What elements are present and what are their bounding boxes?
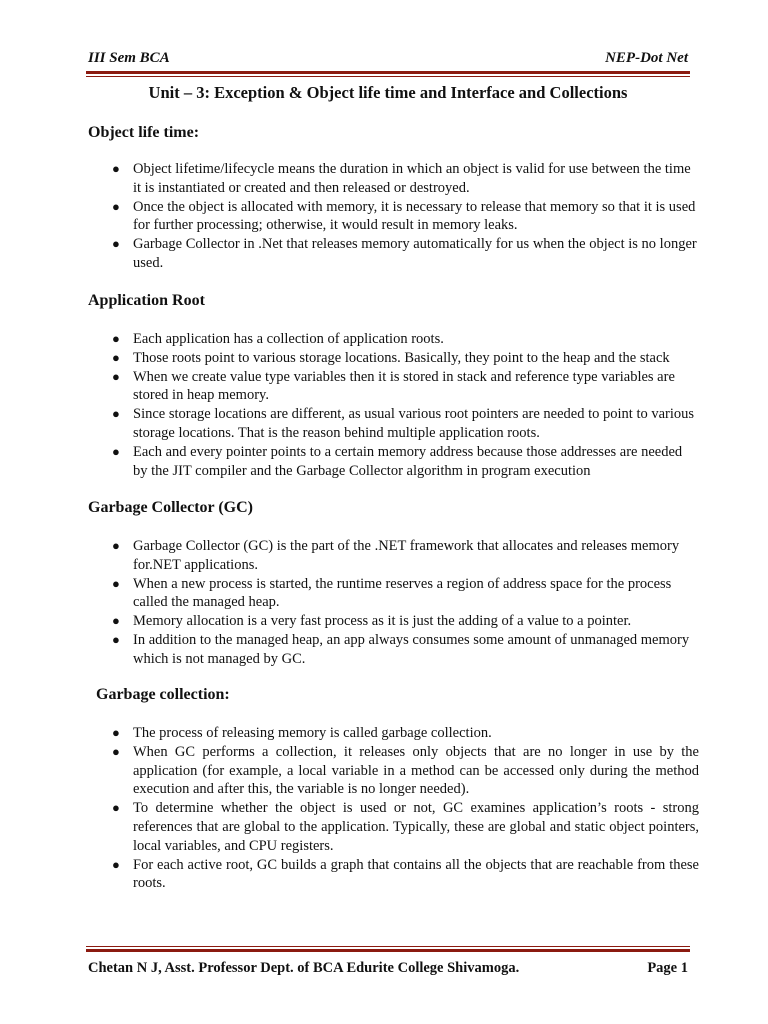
bullet-icon: ● (112, 331, 120, 346)
list-item: ● To determine whether the object is used or not, GC examines application’s roots - strong references that are global to the application. Typically, these are global and static object pointers, local variables, and CPU registers. (112, 800, 699, 854)
list-item: ● For each active root, GC builds a graph that contains all the objects that are reachable from these roots. (112, 856, 699, 892)
bullet-icon: ● (112, 575, 120, 591)
page-title: Unit – 3: Exception & Object life time and Interface and Collections (148, 83, 628, 102)
list-item: ● Since storage locations are different, as usual various root pointers are needed to point to various storage locations. That is the reason behind multiple application roots. (112, 406, 695, 441)
list-item: ● In addition to the managed heap, an app always consumes some amount of unmanaged memory which is not managed by GC. (112, 631, 690, 667)
page-number: Page 1 (647, 960, 688, 976)
bullet-icon: ● (112, 368, 120, 384)
list-item: ● Object lifetime/lifecycle means the duration in which an object is valid for use between the time it is instantiated or created and then released or destroyed. (112, 161, 691, 196)
bullet-list (112, 724, 699, 893)
bullet-icon: ● (112, 613, 120, 629)
list-item: ● Garbage Collector (GC) is the part of the .NET framework that allocates and releases memory for.NET applications. (112, 538, 680, 573)
bullet-icon: ● (112, 631, 120, 647)
list-item: ● Those roots point to various storage locations. Basically, they point to the heap and the stack (112, 349, 670, 366)
bullet-icon: ● (112, 236, 120, 252)
bullet-icon: ● (112, 538, 120, 553)
bullet-icon: ● (112, 198, 120, 214)
bullet-icon: ● (112, 800, 120, 816)
section-heading: Application Root (88, 292, 205, 309)
bullet-icon: ● (112, 161, 120, 176)
header-course: III Sem BCA (88, 50, 170, 66)
list-item: ● The process of releasing memory is called garbage collection. (112, 725, 492, 741)
list-item: ● When GC performs a collection, it releases only objects that are no longer in use by the application (for example, a local variable in a method can be accessed only during the method execution and after this, the variable is no longer needed). (112, 743, 699, 798)
bullet-list (112, 160, 699, 273)
page-footer (88, 960, 688, 980)
list-item: ● Once the object is allocated with memory, it is necessary to release that memory so that it is used for further processing; otherwise, it would result in memory leaks. (112, 198, 696, 234)
section-heading: Object life time: (88, 124, 200, 141)
footer-rule (86, 946, 690, 952)
bullet-list (112, 537, 699, 669)
bullet-icon: ● (112, 349, 120, 365)
list-item: ● Memory allocation is a very fast process as it is just the adding of a value to a pointer. (112, 613, 632, 630)
list-item: ● When we create value type variables then it is stored in stack and reference type variables are stored in heap memory. (112, 368, 675, 404)
section-heading: Garbage collection: (96, 686, 230, 703)
list-item: ● Each and every pointer points to a certain memory address because those addresses are needed by the JIT compiler and the Garbage Collector algorithm in program execution (112, 443, 683, 479)
list-item: ● Garbage Collector in .Net that releases memory automatically for us when the object is no longer used. (112, 236, 697, 271)
bullet-icon: ● (112, 443, 120, 459)
header-rule (86, 71, 690, 77)
bullet-icon: ● (112, 856, 120, 872)
section-heading: Garbage Collector (GC) (88, 499, 253, 516)
header-subject: NEP-Dot Net (605, 50, 688, 66)
bullet-list (112, 330, 699, 480)
page-header (88, 50, 688, 70)
footer-author: Chetan N J, Asst. Professor Dept. of BCA Edurite College Shivamoga. (88, 960, 520, 976)
list-item: ● Each application has a collection of application roots. (112, 331, 444, 347)
bullet-icon: ● (112, 406, 120, 422)
bullet-icon: ● (112, 743, 120, 759)
list-item: ● When a new process is started, the runtime reserves a region of address space for the process called the managed heap. (112, 575, 672, 611)
bullet-icon: ● (112, 725, 120, 740)
